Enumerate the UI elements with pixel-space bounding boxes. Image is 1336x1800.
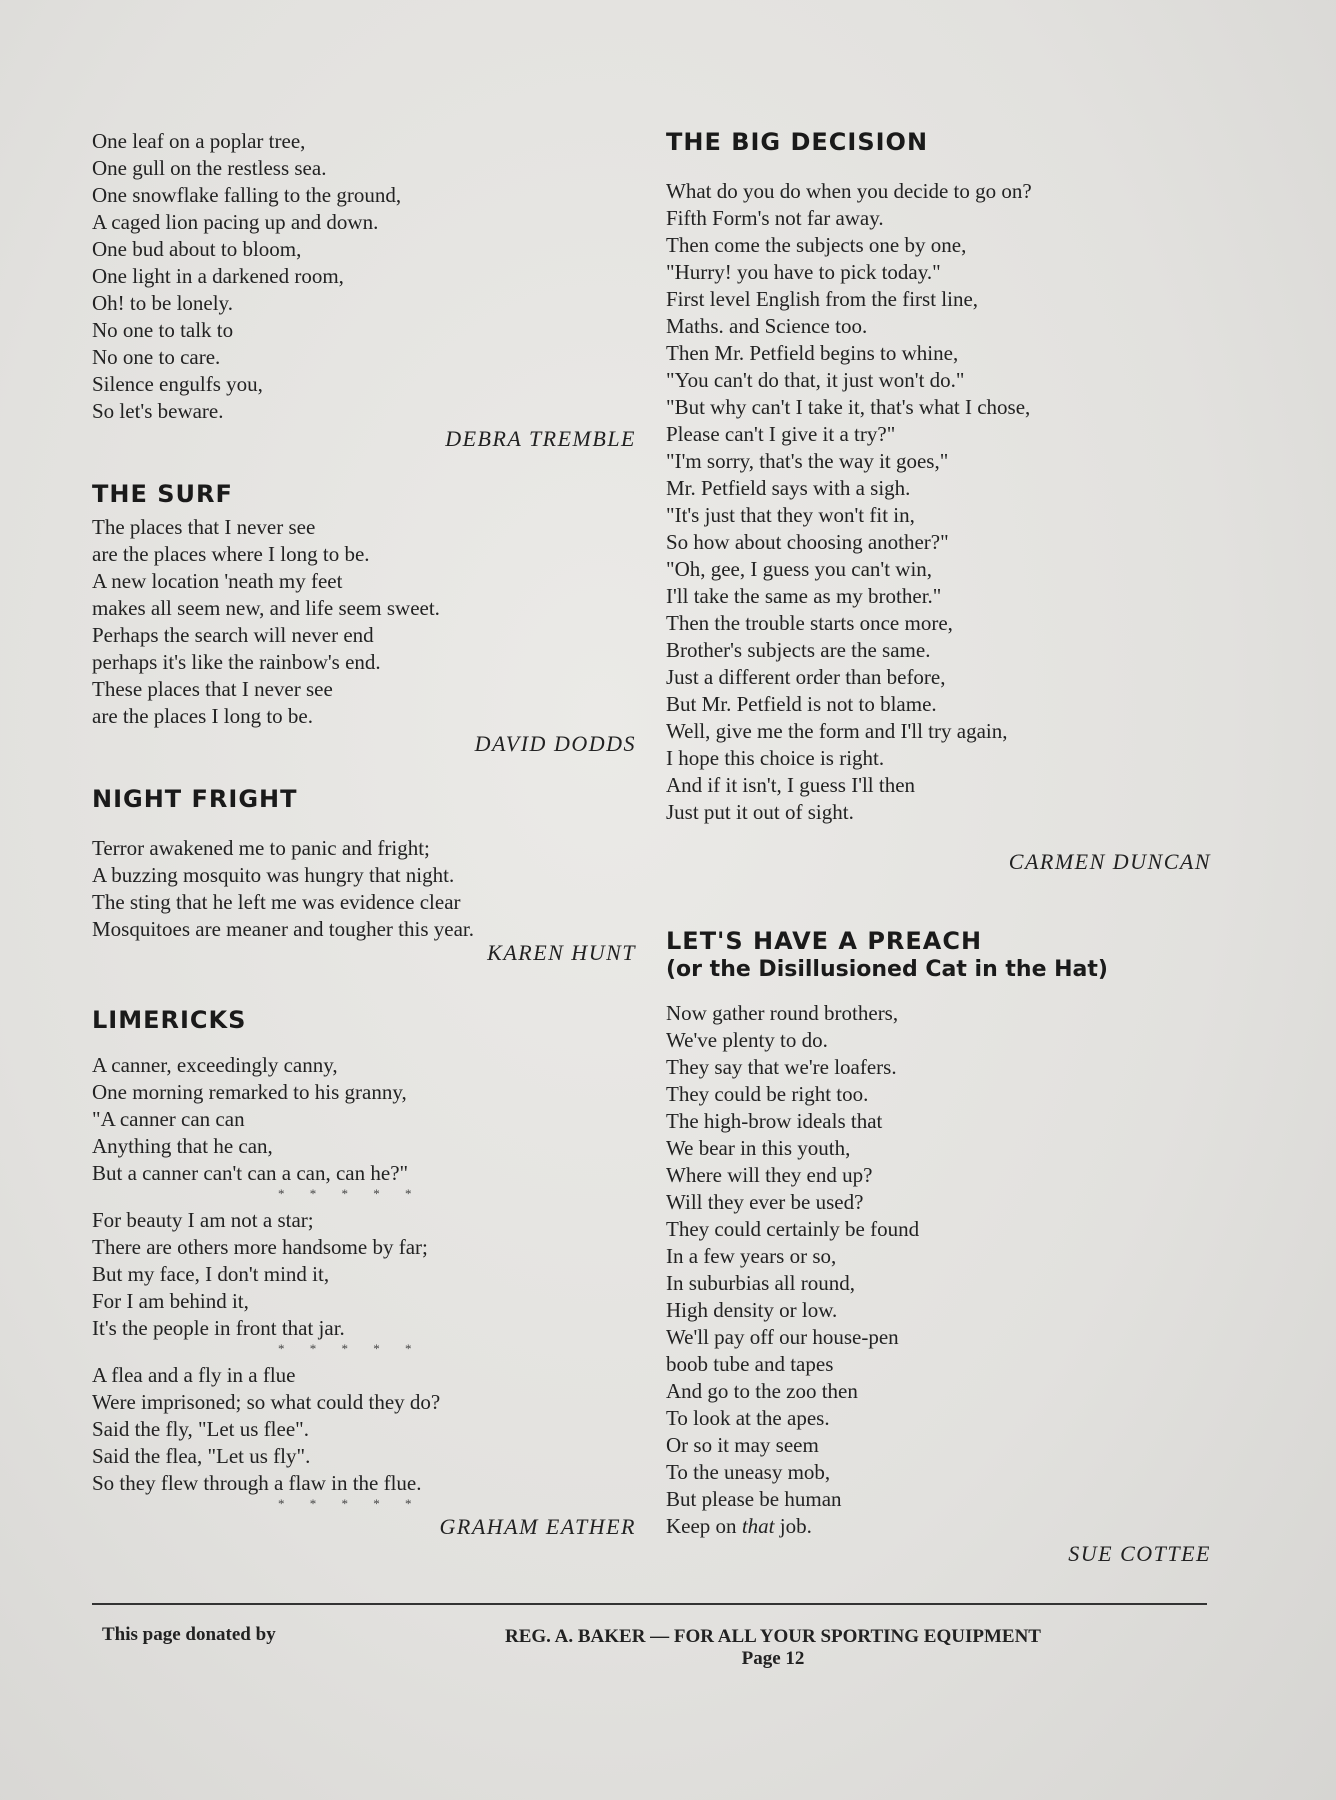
poem-line: Then come the subjects one by one, (666, 233, 967, 257)
poem-line: Oh! to be lonely. (92, 291, 233, 315)
poem-line: Maths. and Science too. (666, 314, 868, 338)
poem-line: What do you do when you decide to go on? (666, 179, 1032, 203)
poem-line: Where will they end up? (666, 1163, 873, 1187)
poem-line-last (666, 1513, 1211, 1540)
poem-line: For I am behind it, (92, 1289, 249, 1313)
poem-line: are the places I long to be. (92, 704, 313, 728)
poem-line: They could be right too. (666, 1082, 869, 1106)
poem-line: One snowflake falling to the ground, (92, 183, 402, 207)
poem-line: We bear in this youth, (666, 1136, 851, 1160)
poem-line: Were imprisoned; so what could they do? (92, 1390, 441, 1414)
poem-line: But a canner can't can a can, can he?" (92, 1161, 409, 1185)
donated-by-label: This page donated by (102, 1624, 276, 1645)
poem-line: Will they ever be used? (666, 1190, 864, 1214)
poem-line: A canner, exceedingly canny, (92, 1053, 338, 1077)
poem-line: One leaf on a poplar tree, (92, 129, 306, 153)
poem-author: GRAHAM EATHER (439, 1514, 636, 1539)
line-text: job. (774, 1514, 812, 1538)
line-text: Keep on (666, 1514, 742, 1538)
poem-line: But please be human (666, 1487, 842, 1511)
poem-lets-have-a-preach (666, 927, 1211, 1567)
poem-the-surf (92, 480, 636, 757)
poem-lines (92, 514, 636, 730)
poem-line: The high-brow ideals that (666, 1109, 883, 1133)
poem-line: It's the people in front that jar. (92, 1316, 345, 1340)
poem-limericks (92, 1006, 636, 1540)
poem-line: Terror awakened me to panic and fright; (92, 836, 430, 860)
sponsor-text: REG. A. BAKER — FOR ALL YOUR SPORTING EQUIPMENT (505, 1626, 1041, 1647)
poem-line: Anything that he can, (92, 1134, 273, 1158)
poem-line: A new location 'neath my feet (92, 569, 343, 593)
poem-line: Silence engulfs you, (92, 372, 263, 396)
limerick-stanza (92, 1207, 636, 1342)
poem-line: A buzzing mosquito was hungry that night. (92, 863, 455, 887)
poem-line: One gull on the restless sea. (92, 156, 327, 180)
poem-line: But my face, I don't mind it, (92, 1262, 330, 1286)
poem-author: DAVID DODDS (474, 731, 636, 756)
poem-title: LET'S HAVE A PREACH (666, 927, 983, 955)
poem-line: One morning remarked to his granny, (92, 1080, 407, 1104)
poem-line: To the uneasy mob, (666, 1460, 831, 1484)
poem-title: THE SURF (92, 480, 233, 508)
poem-line: Just put it out of sight. (666, 800, 854, 824)
poem-line: makes all seem new, and life seem sweet. (92, 596, 440, 620)
page-number: Page 12 (741, 1648, 805, 1669)
poem-untitled (92, 128, 636, 452)
poem-line: Now gather round brothers, (666, 1001, 899, 1025)
poem-line: The sting that he left me was evidence clear (92, 890, 461, 914)
poem-line: And go to the zoo then (666, 1379, 858, 1403)
poem-line: A caged lion pacing up and down. (92, 210, 379, 234)
poem-line: In suburbias all round, (666, 1271, 855, 1295)
poem-author: KAREN HUNT (487, 940, 636, 965)
poem-line: In a few years or so, (666, 1244, 837, 1268)
poem-line: perhaps it's like the rainbow's end. (92, 650, 381, 674)
poem-line: One light in a darkened room, (92, 264, 344, 288)
poem-line: Mosquitoes are meaner and tougher this year. (92, 917, 474, 941)
poem-line: They could certainly be found (666, 1217, 920, 1241)
poem-subtitle: (or the Disillusioned Cat in the Hat) (666, 957, 1108, 982)
footer-divider (92, 1603, 1207, 1605)
poem-line: For beauty I am not a star; (92, 1208, 314, 1232)
poem-big-decision (666, 128, 1211, 875)
poem-line: Said the fly, "Let us flee". (92, 1417, 309, 1441)
poem-title: LIMERICKS (92, 1006, 247, 1034)
poem-line: I hope this choice is right. (666, 746, 885, 770)
poem-line: are the places where I long to be. (92, 542, 370, 566)
poem-line: Please can't I give it a try?" (666, 422, 896, 446)
poem-line: Then the trouble starts once more, (666, 611, 953, 635)
poem-line: Mr. Petfield says with a sigh. (666, 476, 911, 500)
poem-line: "A canner can can (92, 1107, 245, 1131)
poem-line: So how about choosing another?" (666, 530, 949, 554)
poem-line: These places that I never see (92, 677, 333, 701)
poem-line: boob tube and tapes (666, 1352, 834, 1376)
poem-title: THE BIG DECISION (666, 128, 929, 156)
poem-line: And if it isn't, I guess I'll then (666, 773, 916, 797)
poem-line: High density or low. (666, 1298, 838, 1322)
poem-line: So they flew through a flaw in the flue. (92, 1471, 422, 1495)
poem-lines (666, 178, 1211, 826)
poem-title: NIGHT FRIGHT (92, 785, 298, 813)
stanza-separator: * * * * * (278, 1186, 423, 1201)
poem-lines (92, 128, 636, 425)
poem-line: Or so it may seem (666, 1433, 819, 1457)
poem-line: They say that we're loafers. (666, 1055, 897, 1079)
poem-line: So let's beware. (92, 399, 224, 423)
footer-sponsor (430, 1626, 1116, 1670)
poem-line: A flea and a fly in a flue (92, 1363, 296, 1387)
poem-line: No one to care. (92, 345, 221, 369)
left-column (92, 128, 636, 1540)
poem-line: Perhaps the search will never end (92, 623, 374, 647)
poem-line: Well, give me the form and I'll try again, (666, 719, 1008, 743)
poem-line: Said the flea, "Let us fly". (92, 1444, 311, 1468)
poem-author: CARMEN DUNCAN (1008, 849, 1211, 874)
limerick-stanza (92, 1052, 636, 1187)
poem-line: Then Mr. Petfield begins to whine, (666, 341, 959, 365)
poem-line: We'll pay off our house-pen (666, 1325, 899, 1349)
poem-line: There are others more handsome by far; (92, 1235, 428, 1259)
poem-line: Brother's subjects are the same. (666, 638, 931, 662)
poem-author: SUE COTTEE (1068, 1541, 1211, 1566)
poem-line: "You can't do that, it just won't do." (666, 368, 965, 392)
limerick-stanza (92, 1362, 636, 1497)
poem-line: No one to talk to (92, 318, 234, 342)
poem-line: To look at the apes. (666, 1406, 830, 1430)
poem-line: "Hurry! you have to pick today." (666, 260, 941, 284)
poem-line: First level English from the first line, (666, 287, 979, 311)
poem-lines (666, 1000, 1211, 1540)
poem-lines (92, 835, 636, 943)
poem-author: DEBRA TREMBLE (445, 426, 636, 451)
poem-line: "Oh, gee, I guess you can't win, (666, 557, 933, 581)
poem-line: "But why can't I take it, that's what I chose, (666, 395, 1031, 419)
poem-line: "I'm sorry, that's the way it goes," (666, 449, 949, 473)
poem-line: Fifth Form's not far away. (666, 206, 884, 230)
poem-line: Just a different order than before, (666, 665, 946, 689)
emphasis-text: that (741, 1514, 775, 1538)
stanza-separator: * * * * * (278, 1496, 423, 1511)
poem-line: "It's just that they won't fit in, (666, 503, 915, 527)
right-column (666, 128, 1211, 1567)
poem-line: The places that I never see (92, 515, 316, 539)
poem-line: We've plenty to do. (666, 1028, 828, 1052)
poem-line: I'll take the same as my brother." (666, 584, 942, 608)
poem-line: But Mr. Petfield is not to blame. (666, 692, 937, 716)
stanza-separator: * * * * * (278, 1341, 423, 1356)
poem-line: One bud about to bloom, (92, 237, 302, 261)
poem-night-fright (92, 785, 636, 966)
